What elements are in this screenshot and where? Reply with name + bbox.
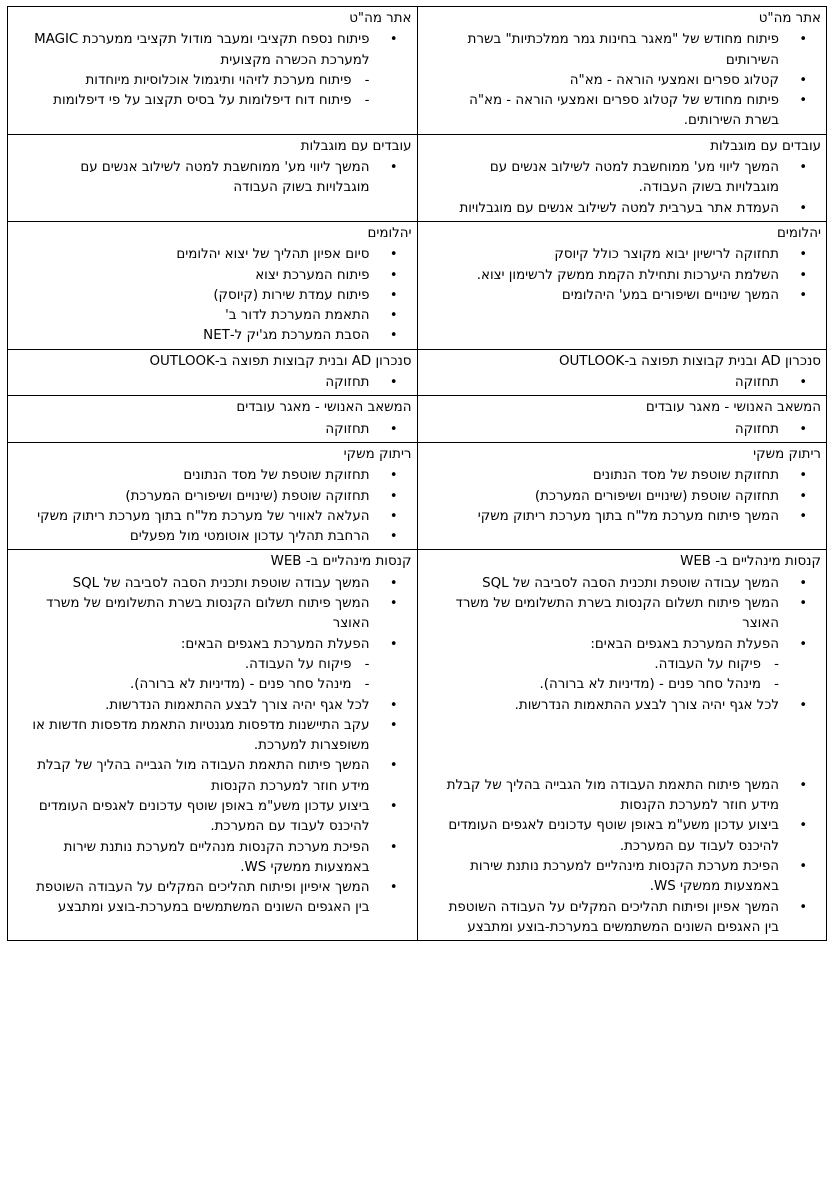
spacer <box>424 716 822 776</box>
list-item: • פיתוח מחודש של "מאגר בחינות גמר ממלכתיות" בשרת השירותים <box>424 30 822 71</box>
list-item: • סיום אפיון תהליך של יצוא יהלומים <box>14 245 412 265</box>
list-item: • המשך שינויים ושיפורים במע' היהלומים <box>424 286 822 306</box>
list-item: • העלאה לאוויר של מערכת מל"ח בתוך מערכת ריתוק משקי <box>14 507 412 527</box>
table-cell-left <box>8 134 418 221</box>
list-item: • הפעלת המערכת באגפים הבאים: <box>14 635 412 655</box>
list-item: • המשך פיתוח מערכת מל"ח בתוך מערכת ריתוק משקי <box>424 507 822 527</box>
sub-list-item: - מינהל סחר פנים - (מדיניות לא ברורה). <box>424 675 822 695</box>
table-row <box>8 134 827 221</box>
table-cell-left <box>8 442 418 549</box>
bullet-list <box>14 420 412 440</box>
sub-list-item: - פיתוח מערכת לזיהוי ותיגמול אוכלוסיות מיוחדות <box>14 71 412 91</box>
sub-list-item: - פיתוח דוח דיפלומות על בסיס תקצוב על פי דיפלומות <box>14 91 412 111</box>
table-cell-right <box>417 349 827 396</box>
list-item: • תחזוקה <box>14 373 412 393</box>
list-item: • ביצוע עדכון משע"מ באופן שוטף עדכונים לאגפים העומדים להיכנס לעבוד עם המערכת. <box>14 797 412 838</box>
list-item: • המשך פיתוח התאמת העבודה מול הגבייה בהליך של קבלת מידע חוזר למערכת הקנסות <box>14 756 412 797</box>
list-item: • הפיכת מערכת הקנסות מנהליים למערכת נותנת שירות באמצעות ממשקי WS. <box>14 838 412 879</box>
table-row <box>8 7 827 135</box>
table-row <box>8 349 827 396</box>
section-title: קנסות מינהליים ב- WEB <box>270 554 412 570</box>
bullet-list <box>14 245 412 346</box>
list-item: • פיתוח נספח תקציבי ומעבר מודול תקציבי ממערכת MAGIC למערכת הכשרה מקצועית <box>14 30 412 71</box>
bullet-list <box>14 373 412 393</box>
list-item: • תחזוקה <box>424 373 822 393</box>
section-title: עובדים עם מוגבלות <box>710 138 821 154</box>
section-title: ריתוק משקי <box>343 446 412 462</box>
sub-list-item: - מינהל סחר פנים - (מדיניות לא ברורה). <box>14 675 412 695</box>
table-cell-left <box>8 550 418 941</box>
table-row <box>8 550 827 941</box>
bullet-list <box>424 245 822 306</box>
list-item: • המשך פיתוח התאמת העבודה מול הגבייה בהליך של קבלת מידע חוזר למערכת הקנסות <box>424 776 822 817</box>
list-item: • ביצוע עדכון משע"מ באופן שוטף עדכונים לאגפים העומדים להיכנס לעבוד עם המערכת. <box>424 816 822 857</box>
table-cell-left <box>8 349 418 396</box>
list-item: • המשך פיתוח תשלום הקנסות בשרת התשלומים של משרד האוצר <box>424 594 822 635</box>
table-body <box>8 7 827 941</box>
list-item: • הסבת המערכת מג'יק ל-NET <box>14 326 412 346</box>
list-item: • לכל אגף יהיה צורך לבצע ההתאמות הנדרשות. <box>14 696 412 716</box>
bullet-list <box>424 30 822 131</box>
section-title: יהלומים <box>777 225 821 241</box>
list-item: • עקב התיישנות מדפסות מגנטיות התאמת מדפסות חדשות או משופצרות למערכת. <box>14 716 412 757</box>
table-cell-right <box>417 134 827 221</box>
table-cell-right <box>417 7 827 135</box>
section-title: אתר מה"ט <box>758 11 821 26</box>
list-item: • תחזוקה <box>14 420 412 440</box>
list-item: • תחזוקת שוטפת של מסד הנתונים <box>14 466 412 486</box>
section-title: אתר מה"ט <box>349 11 412 26</box>
table-cell-left <box>8 221 418 349</box>
list-item: • הרחבת תהליך עדכון אוטומטי מול מפעלים <box>14 527 412 547</box>
table-row <box>8 442 827 549</box>
table-cell-right <box>417 221 827 349</box>
bullet-list <box>424 574 822 938</box>
section-title: סנכרון AD ובנית קבוצות תפוצה ב-OUTLOOK <box>149 353 412 369</box>
bullet-list <box>14 158 412 199</box>
table-cell-right <box>417 442 827 549</box>
bullet-list <box>424 158 822 219</box>
section-title: קנסות מינהליים ב- WEB <box>680 554 821 570</box>
list-item: • תחזוקה שוטפת (שינויים ושיפורים המערכת) <box>14 487 412 507</box>
section-title: המשאב האנושי - מאגר עובדים <box>236 400 412 416</box>
list-item: • תחזוקה שוטפת (שינויים ושיפורים המערכת) <box>424 487 822 507</box>
list-item: • פיתוח מחודש של קטלוג ספרים ואמצעי הוראה - מא"ה בשרת השירותים. <box>424 91 822 132</box>
bullet-list <box>14 466 412 547</box>
sub-list-item: - פיקוח על העבודה. <box>424 655 822 675</box>
sub-list-item: - פיקוח על העבודה. <box>14 655 412 675</box>
work-plan-table <box>7 6 827 941</box>
bullet-list <box>14 30 412 111</box>
list-item: • פיתוח עמדת שירות (קיוסק) <box>14 286 412 306</box>
table-cell-right <box>417 550 827 941</box>
list-item: • תחזוקה <box>424 420 822 440</box>
list-item: • הפעלת המערכת באגפים הבאים: <box>424 635 822 655</box>
list-item: • המשך עבודה שוטפת ותכנית הסבה לסביבה של SQL <box>14 574 412 594</box>
section-title: יהלומים <box>367 225 412 241</box>
table-cell-right <box>417 396 827 443</box>
list-item: • המשך ליווי מע' ממוחשבת למטה לשילוב אנשים עם מוגבלויות בשוק העבודה <box>14 158 412 199</box>
table-cell-left <box>8 7 418 135</box>
list-item: • לכל אגף יהיה צורך לבצע ההתאמות הנדרשות. <box>424 696 822 716</box>
list-item: • פיתוח המערכת יצוא <box>14 266 412 286</box>
list-item: • השלמת היערכות ותחילת הקמת ממשק לרשימון יצוא. <box>424 266 822 286</box>
list-item: • קטלוג ספרים ואמצעי הוראה - מא"ה <box>424 71 822 91</box>
bullet-list <box>14 574 412 919</box>
list-item: • המשך פיתוח תשלום הקנסות בשרת התשלומים של משרד האוצר <box>14 594 412 635</box>
table-cell-left <box>8 396 418 443</box>
section-title: ריתוק משקי <box>753 446 821 462</box>
list-item: • המשך אפיון ופיתוח תהליכים המקלים על העבודה השוטפת בין האגפים השונים המשתמשים במערכת-בוצע ומתבצע <box>424 898 822 939</box>
list-item: • המשך איפיון ופיתוח תהליכים המקלים על העבודה השוטפת בין האגפים השונים המשתמשים במערכת-בוצע ומתבצע <box>14 878 412 919</box>
list-item: • תחזוקת שוטפת של מסד הנתונים <box>424 466 822 486</box>
bullet-list <box>424 466 822 527</box>
table-row <box>8 221 827 349</box>
bullet-list <box>424 420 822 440</box>
list-item: • התאמת המערכת לדור ב' <box>14 306 412 326</box>
list-item: • העמדת אתר בערבית למטה לשילוב אנשים עם מוגבלויות <box>424 199 822 219</box>
list-item: • הפיכת מערכת הקנסות מינהליים למערכת נותנת שירות באמצעות ממשקי WS. <box>424 857 822 898</box>
bullet-list <box>424 373 822 393</box>
section-title: המשאב האנושי - מאגר עובדים <box>645 400 821 416</box>
list-item: • המשך ליווי מע' ממוחשבת למטה לשילוב אנשים עם מוגבלויות בשוק העבודה. <box>424 158 822 199</box>
list-item: • המשך עבודה שוטפת ותכנית הסבה לסביבה של SQL <box>424 574 822 594</box>
table-row <box>8 396 827 443</box>
list-item: • תחזוקה לרישיון יבוא מקוצר כולל קיוסק <box>424 245 822 265</box>
section-title: עובדים עם מוגבלות <box>300 138 412 154</box>
section-title: סנכרון AD ובנית קבוצות תפוצה ב-OUTLOOK <box>558 353 821 369</box>
